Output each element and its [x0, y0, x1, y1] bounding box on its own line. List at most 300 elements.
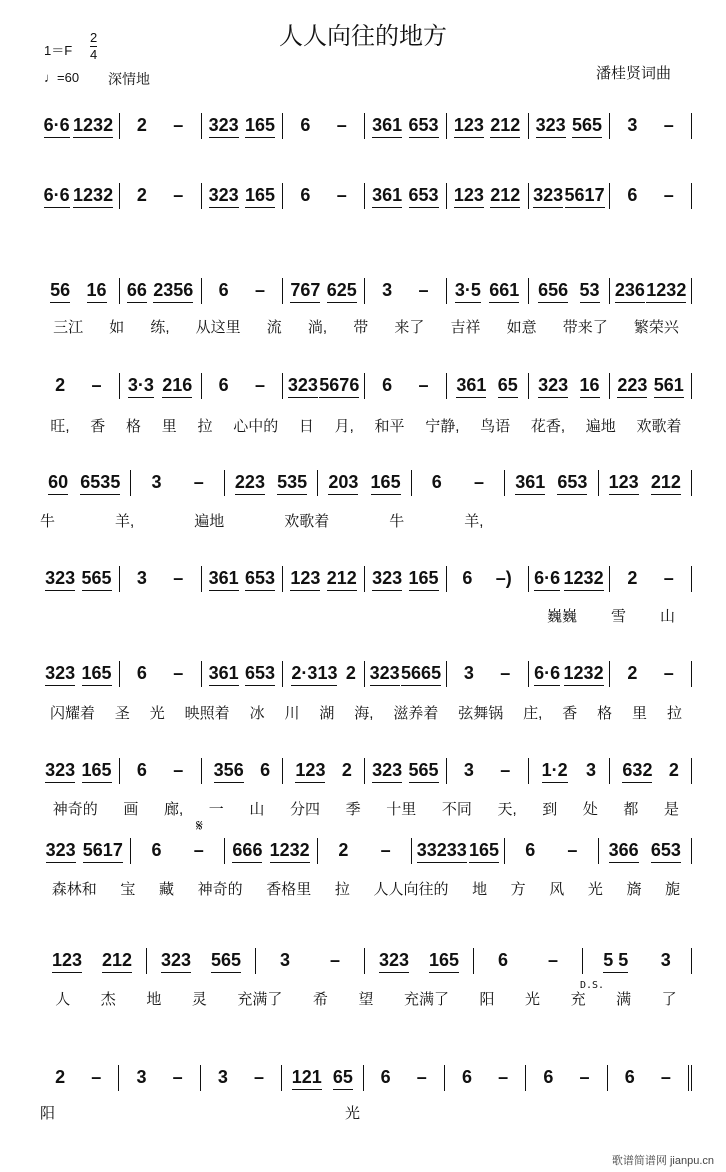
note-group: 767 — [290, 280, 320, 303]
note-group: 165 — [409, 568, 439, 591]
note-group: 5 5 — [603, 950, 628, 973]
measure — [38, 183, 120, 209]
measure — [610, 566, 692, 592]
note-group: 2 — [668, 760, 679, 780]
note-group: 3 — [217, 1067, 228, 1087]
note-group: 3 — [151, 472, 162, 492]
lyric-word: 画 — [123, 801, 139, 818]
lyrics-line — [40, 702, 692, 723]
note-group: 3 — [463, 663, 474, 683]
measure — [364, 1065, 445, 1091]
note-group: 2 — [136, 185, 147, 205]
measure — [120, 278, 202, 304]
note-group: 6·6 — [534, 568, 560, 591]
note-group: 65 — [498, 375, 518, 398]
note-group: 323 — [379, 950, 409, 973]
lyric-word: 淌, — [307, 319, 328, 336]
staff-row — [38, 373, 692, 399]
measure — [365, 183, 447, 209]
lyric-word: 欢歌着 — [636, 418, 682, 435]
lyric-word: 都 — [623, 801, 639, 818]
note-group: 565 — [572, 115, 602, 138]
note-group: 323 — [209, 185, 239, 208]
lyric-word: 从这里 — [195, 319, 241, 336]
measure — [38, 758, 120, 784]
note-group: 1·2 — [542, 760, 568, 783]
note-group: 3·3 — [128, 375, 154, 398]
lyrics-line — [40, 798, 692, 819]
measure — [447, 373, 529, 399]
lyric-word: 满 — [616, 991, 632, 1008]
note-group: 5617 — [83, 840, 123, 863]
lyric-word: 旎 — [665, 881, 681, 898]
lyric-word: 心中的 — [233, 418, 279, 435]
measure — [202, 278, 284, 304]
lyric-word: 杰 — [100, 991, 116, 1008]
ds-marking: D.S. — [580, 980, 605, 991]
note-group: 6 — [624, 1067, 635, 1087]
staff-row — [38, 278, 692, 304]
note-group: 53 — [580, 280, 600, 303]
note-group: 5676 — [319, 375, 359, 398]
note-group: 3 — [279, 950, 290, 970]
measure — [412, 470, 505, 496]
lyric-word: 和平 — [374, 418, 405, 435]
lyric-word: 光 — [149, 705, 165, 722]
note-group: 6 — [218, 375, 229, 395]
note-group: 2·313 — [291, 663, 337, 686]
note-group: 6 — [300, 115, 311, 135]
lyric-word: 充满了 — [403, 991, 449, 1008]
measure — [120, 113, 202, 139]
note-group: 6·6 — [44, 185, 70, 208]
lyric-word: 光 — [587, 881, 603, 898]
measure — [120, 566, 202, 592]
measure — [526, 1065, 607, 1091]
measure — [38, 113, 120, 139]
measure — [201, 1065, 282, 1091]
note-group: 535 — [277, 472, 307, 495]
note-group: – — [254, 1067, 265, 1087]
note-group: 2 — [345, 663, 356, 683]
note-group: 165 — [245, 185, 275, 208]
measure — [365, 758, 447, 784]
measure — [365, 373, 447, 399]
note-group: 203 — [328, 472, 358, 495]
measure — [447, 758, 529, 784]
lyric-word: 山 — [659, 608, 675, 625]
measure — [599, 470, 692, 496]
lyric-word: 如意 — [506, 319, 537, 336]
staff-row — [38, 948, 692, 974]
lyric-word: 遍地 — [194, 513, 225, 530]
measure — [599, 838, 692, 864]
note-group: 223 — [235, 472, 265, 495]
note-group: 653 — [557, 472, 587, 495]
note-group: 356 — [214, 760, 244, 783]
note-group: 361 — [209, 568, 239, 591]
lyric-word: 处 — [582, 801, 598, 818]
measure — [529, 113, 611, 139]
note-group: – — [91, 375, 102, 395]
staff-row — [38, 758, 692, 784]
note-group: 16 — [87, 280, 107, 303]
note-group: 653 — [245, 663, 275, 686]
staff-row — [38, 183, 692, 209]
measure — [38, 948, 147, 974]
note-group: – — [663, 185, 674, 205]
measure — [529, 661, 611, 687]
note-group: 6 — [260, 760, 271, 780]
measure — [120, 183, 202, 209]
note-group: 323 — [45, 568, 75, 591]
note-group: 632 — [622, 760, 652, 783]
lyric-word: 充满了 — [237, 991, 283, 1008]
measure — [365, 566, 447, 592]
note-group: 6 — [497, 950, 508, 970]
note-group: – — [567, 840, 578, 860]
measure — [119, 1065, 200, 1091]
lyric-word: 如 — [109, 319, 125, 336]
measure — [282, 1065, 363, 1091]
note-group: 3 — [463, 760, 474, 780]
lyric-word: 森林和 — [51, 881, 97, 898]
measure — [120, 758, 202, 784]
note-group: 2 — [627, 568, 638, 588]
note-group: 6 — [461, 1067, 472, 1087]
note-group: 1232 — [270, 840, 310, 863]
note-group: – — [416, 1067, 427, 1087]
time-numerator: 2 — [90, 30, 98, 45]
lyric-word: 天, — [497, 801, 517, 818]
lyric-word: 繁荣兴 — [633, 319, 679, 336]
lyric-word: 巍巍 — [546, 608, 577, 625]
lyric-word: 川 — [284, 705, 300, 722]
lyric-word: 宁静, — [425, 418, 460, 435]
note-group: 6·6 — [44, 115, 70, 138]
time-signature — [90, 30, 97, 63]
note-group: 56 — [50, 280, 70, 303]
measure — [318, 838, 411, 864]
note-group: 323 — [46, 840, 76, 863]
lyric-word: 里 — [161, 418, 177, 435]
note-group: 323 — [533, 185, 563, 208]
note-group: 323 — [538, 375, 568, 398]
note-group: 165 — [245, 115, 275, 138]
note-group: 323 — [372, 568, 402, 591]
note-group: 3 — [660, 950, 671, 970]
note-group: – — [173, 115, 184, 135]
note-group: 123 — [295, 760, 325, 783]
lyric-word: 拉 — [334, 881, 350, 898]
note-group: – — [193, 472, 204, 492]
note-group: 565 — [82, 568, 112, 591]
lyric-word: 牛 — [389, 513, 405, 530]
measure — [529, 183, 611, 209]
note-group: 123 — [52, 950, 82, 973]
lyric-word: 三江 — [53, 319, 84, 336]
measure — [447, 566, 529, 592]
note-group: – — [255, 280, 266, 300]
note-group: 6 — [382, 375, 393, 395]
composer-credit: 潘桂贤词曲 — [596, 65, 672, 82]
measure — [131, 838, 224, 864]
note-group: 165 — [371, 472, 401, 495]
measure — [283, 183, 365, 209]
note-group: 60 — [48, 472, 68, 495]
note-group: 1232 — [73, 185, 113, 208]
note-group: 323 — [45, 760, 75, 783]
measure — [529, 758, 611, 784]
lyric-word: 藏 — [159, 881, 175, 898]
lyric-word: 练, — [150, 319, 170, 336]
lyric-word: 弦舞锅 — [458, 705, 504, 722]
lyric-word: 地 — [146, 991, 162, 1008]
note-group: 2356 — [153, 280, 193, 303]
measure — [38, 566, 120, 592]
note-group: 6 — [525, 840, 536, 860]
time-denominator: 4 — [90, 47, 98, 62]
note-group: 656 — [538, 280, 568, 303]
measure — [583, 948, 692, 974]
note-group: – — [91, 1067, 102, 1087]
measure — [447, 278, 529, 304]
measure — [610, 373, 692, 399]
note-group: 361 — [209, 663, 239, 686]
measure — [202, 758, 284, 784]
lyric-word: 分四 — [290, 801, 321, 818]
measure — [365, 278, 447, 304]
lyric-word: 来了 — [394, 319, 425, 336]
lyric-word: 一 — [208, 801, 224, 818]
note-group: 3 — [382, 280, 393, 300]
lyrics-line — [530, 605, 692, 626]
note-group: – — [500, 663, 511, 683]
note-group: 1232 — [73, 115, 113, 138]
note-group: 66 — [127, 280, 147, 303]
note-group: – — [329, 950, 340, 970]
lyric-word: 海, — [354, 705, 374, 722]
note-group: 6·6 — [534, 663, 560, 686]
note-group: 565 — [211, 950, 241, 973]
lyric-word: 冰 — [249, 705, 265, 722]
lyric-word: 香格里 — [266, 881, 312, 898]
note-group: 236 — [615, 280, 645, 303]
measure — [202, 566, 284, 592]
measure — [202, 113, 284, 139]
measure — [120, 373, 202, 399]
note-group: –) — [495, 568, 512, 588]
note-group: – — [172, 1067, 183, 1087]
note-group: – — [473, 472, 484, 492]
note-group: 6 — [300, 185, 311, 205]
note-group: 6 — [431, 472, 442, 492]
lyric-word: 阳 — [479, 991, 495, 1008]
lyric-word: 阳 — [40, 1105, 56, 1122]
measure — [283, 373, 365, 399]
measure — [412, 838, 505, 864]
note-group: 6535 — [80, 472, 120, 495]
note-group: 361 — [372, 185, 402, 208]
note-group: 3 — [586, 760, 597, 780]
note-group: 6 — [151, 840, 162, 860]
staff-row — [38, 566, 692, 592]
note-group: – — [173, 760, 184, 780]
lyrics-line — [40, 510, 692, 531]
measure — [610, 278, 692, 304]
tempo-marking: ♩=60 — [44, 70, 80, 85]
measure — [131, 470, 224, 496]
note-group: 323 — [288, 375, 318, 398]
lyric-word: 是 — [664, 801, 680, 818]
staff-row — [38, 113, 692, 139]
note-group: 2 — [55, 375, 66, 395]
measure — [610, 113, 692, 139]
measure — [529, 373, 611, 399]
lyric-word: 里 — [632, 705, 648, 722]
lyric-word: 流 — [266, 319, 282, 336]
lyric-word: 遍地 — [585, 418, 616, 435]
note-group: 123 — [454, 185, 484, 208]
lyric-word: 日 — [298, 418, 314, 435]
note-group: 625 — [327, 280, 357, 303]
note-group: 323 — [209, 115, 239, 138]
lyric-word: 雪 — [610, 608, 626, 625]
lyric-word: 光 — [345, 1105, 361, 1122]
note-group: 366 — [609, 840, 639, 863]
lyric-word: 风 — [549, 881, 565, 898]
note-group: 653 — [409, 185, 439, 208]
note-group: 666 — [232, 840, 262, 863]
note-group: – — [579, 1067, 590, 1087]
lyric-word: 鸟语 — [480, 418, 511, 435]
note-group: 6 — [462, 568, 473, 588]
note-group: – — [418, 375, 429, 395]
measure — [610, 661, 692, 687]
lyric-word: 香 — [562, 705, 578, 722]
measure — [283, 566, 365, 592]
measure — [38, 661, 120, 687]
measure — [505, 470, 598, 496]
note-group: – — [498, 1067, 509, 1087]
note-group: 323 — [45, 663, 75, 686]
measure — [283, 113, 365, 139]
measure — [365, 113, 447, 139]
note-group: 165 — [429, 950, 459, 973]
lyric-word: 望 — [358, 991, 374, 1008]
note-group: – — [173, 568, 184, 588]
note-group: 361 — [515, 472, 545, 495]
note-group: 6 — [218, 280, 229, 300]
note-group: 2 — [627, 663, 638, 683]
lyric-word: 了 — [661, 991, 677, 1008]
note-group: – — [255, 375, 266, 395]
note-group: 16 — [580, 375, 600, 398]
staff-row — [38, 661, 692, 687]
measure — [38, 278, 120, 304]
note-group: 6 — [543, 1067, 554, 1087]
note-group: 6 — [380, 1067, 391, 1087]
measure — [202, 373, 284, 399]
note-group: – — [500, 760, 511, 780]
note-group: 5665 — [401, 663, 441, 686]
lyric-word: 旖 — [626, 881, 642, 898]
note-group: 2 — [341, 760, 352, 780]
note-group: 3 — [627, 115, 638, 135]
measure — [38, 1065, 119, 1091]
segno-icon: 𝄋 — [196, 818, 203, 835]
lyric-word: 不同 — [441, 801, 472, 818]
note-group: 212 — [490, 115, 520, 138]
lyric-word: 方 — [510, 881, 526, 898]
lyric-word: 廊, — [164, 801, 184, 818]
measure — [529, 278, 611, 304]
lyric-word: 滋养着 — [393, 705, 439, 722]
lyrics-line — [40, 316, 692, 337]
note-group: 165 — [469, 840, 499, 863]
note-group: – — [663, 115, 674, 135]
measure — [147, 948, 256, 974]
note-group: 33233 — [417, 840, 467, 863]
watermark: 歌谱简谱网 jianpu.cn — [611, 1155, 714, 1167]
measure — [38, 838, 131, 864]
measure — [610, 758, 692, 784]
lyric-word: 月, — [334, 418, 354, 435]
lyric-word: 神奇的 — [197, 881, 243, 898]
measure — [225, 470, 318, 496]
note-group: 212 — [102, 950, 132, 973]
lyric-word: 湖 — [319, 705, 335, 722]
lyric-word: 羊, — [464, 513, 484, 530]
measure — [610, 183, 692, 209]
note-group: 121 — [292, 1067, 322, 1090]
note-group: 3 — [136, 568, 147, 588]
lyric-word: 格 — [125, 418, 141, 435]
note-group: 2 — [338, 840, 349, 860]
note-group: – — [173, 663, 184, 683]
measure — [365, 948, 474, 974]
lyric-word: 带来了 — [562, 319, 608, 336]
note-group: 653 — [409, 115, 439, 138]
lyric-word: 旺, — [50, 418, 70, 435]
lyrics-line — [40, 415, 692, 436]
lyric-word: 宝 — [120, 881, 136, 898]
lyric-word: 圣 — [114, 705, 130, 722]
measure — [225, 838, 318, 864]
lyric-word: 吉祥 — [450, 319, 481, 336]
lyric-word: 羊, — [115, 513, 135, 530]
measure — [256, 948, 365, 974]
note-group: 65 — [333, 1067, 353, 1090]
note-group: – — [336, 115, 347, 135]
lyrics-line — [40, 1102, 692, 1123]
note-group: 212 — [651, 472, 681, 495]
lyric-word: 牛 — [40, 513, 56, 530]
measure — [38, 373, 120, 399]
lyric-word: 人人向往的 — [373, 881, 449, 898]
lyrics-line — [40, 878, 692, 899]
note-group: 561 — [654, 375, 684, 398]
note-group: 1232 — [646, 280, 686, 303]
note-group: 361 — [456, 375, 486, 398]
measure — [529, 566, 611, 592]
note-group: 323 — [536, 115, 566, 138]
note-group: 212 — [327, 568, 357, 591]
note-group: 223 — [617, 375, 647, 398]
note-group: 565 — [409, 760, 439, 783]
song-title: 人人向往的地方 — [279, 22, 447, 50]
lyric-word: 映照着 — [184, 705, 230, 722]
